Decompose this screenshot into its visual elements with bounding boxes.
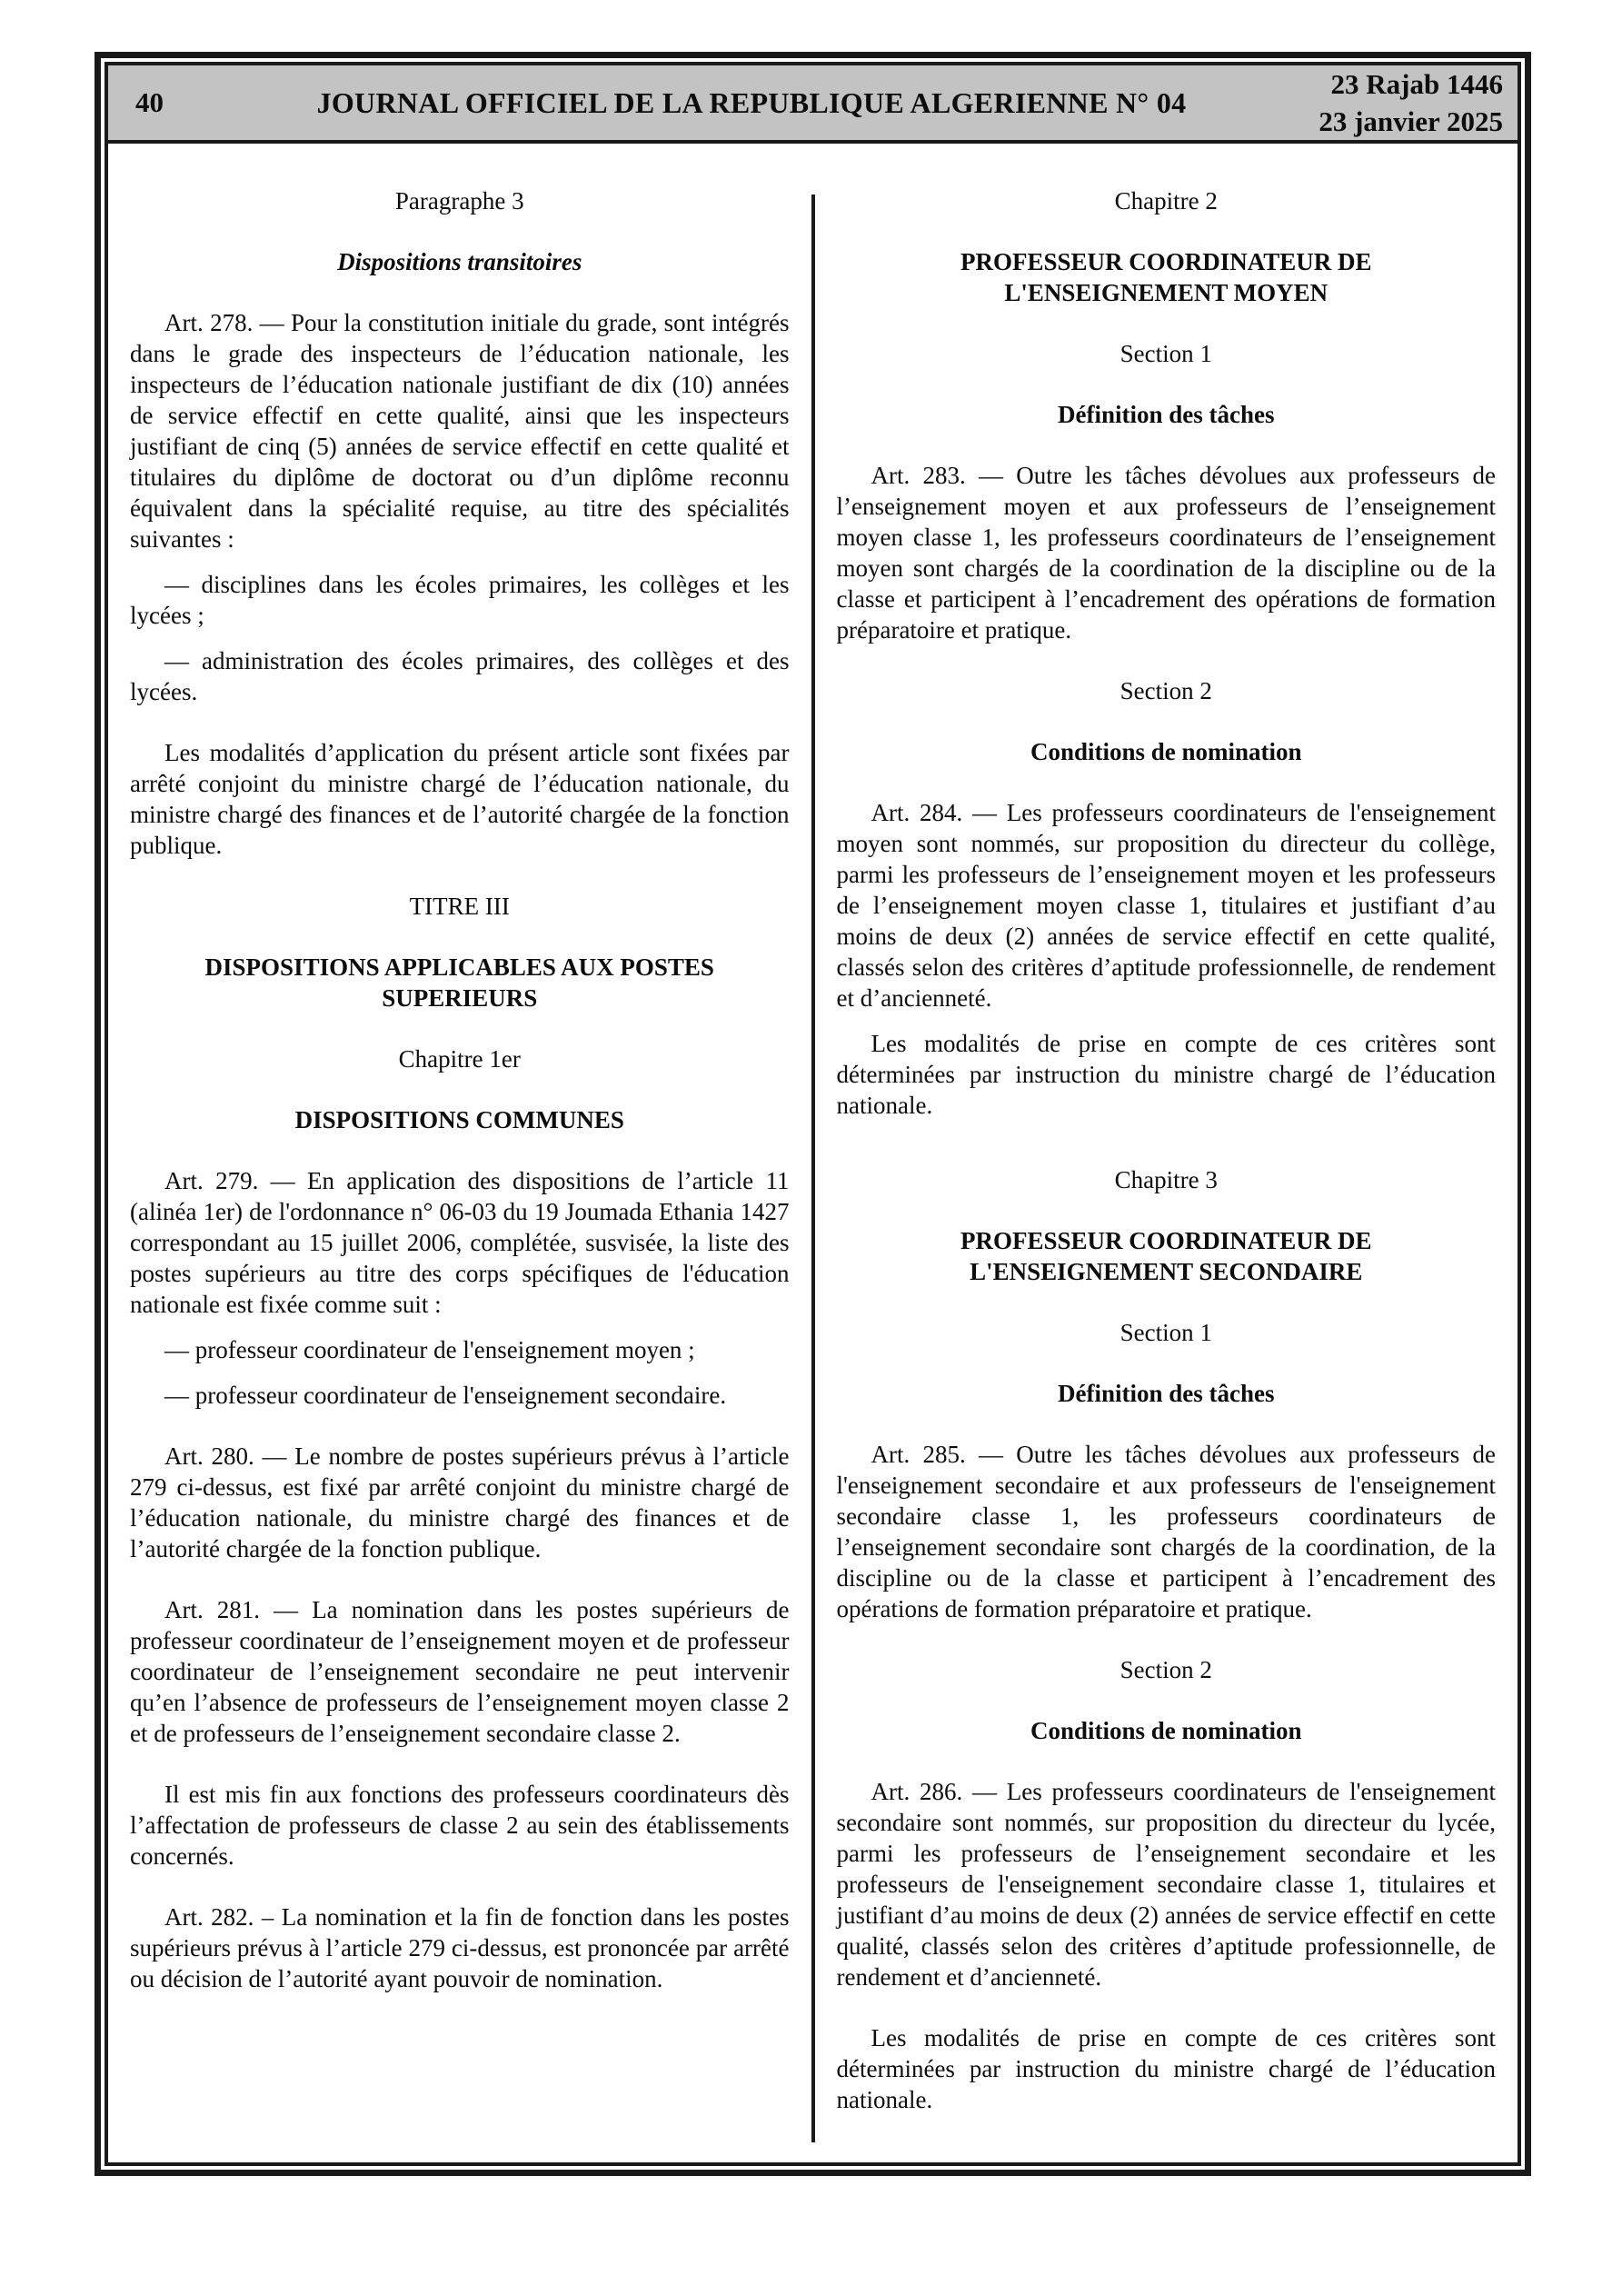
heading-chapitre-1er: Chapitre 1er xyxy=(398,1045,521,1073)
heading-definition-taches-secondaire: Définition des tâches xyxy=(1058,1380,1275,1407)
article-280: Art. 280. — Le nombre de postes supérieurs prévus à l’article 279 ci-dessus, est fixé par arrêté conjoint du ministre chargé de l’éducation nationale, du ministre chargé des finances et de l’autorité chargée de la fonction publique. xyxy=(130,1442,790,1562)
heading-section-2-secondaire: Section 2 xyxy=(1119,1656,1212,1683)
article-279: Art. 279. — En application des dispositions de l’article 11 (alinéa 1er) de l'ordonnance n° 06-03 du 19 Joumada Ethania 1427 correspondant au 15 juillet 2006, complétée, susvisée, la liste des postes supérieurs au titre des corps spécifiques de l'éducation nationale est fixée comme suit : xyxy=(130,1167,790,1318)
paragraph-modalites-art278: Les modalités d’application du présent article sont fixées par arrêté conjoint du ministre chargé de l’éducation nationale, du ministre chargé des finances et de l’autorité chargée de la fonction publique. xyxy=(130,739,790,859)
page-body xyxy=(108,144,1518,2162)
date-gregorian: 23 janvier 2025 xyxy=(1318,105,1503,137)
list-item-prof-secondaire: — professeur coordinateur de l'enseignement secondaire. xyxy=(164,1382,727,1409)
article-282: Art. 282. – La nomination et la fin de fonction dans les postes supérieurs prévus à l’article 279 ci-dessus, est prononcée par arrêté ou décision de l’autorité ayant pouvoir de nomination. xyxy=(130,1903,790,1992)
heading-chapitre-3: Chapitre 3 xyxy=(1114,1166,1218,1193)
heading-conditions-nomination-moyen: Conditions de nomination xyxy=(1030,738,1302,765)
article-283: Art. 283. — Outre les tâches dévolues aux professeurs de l’enseignement moyen et aux professeurs de l’enseignement moyen classe 1, les professeurs coordinateurs de l’enseignement moyen sont chargés de la coordination de la discipline ou de la classe et participent à l’encadrement des opérations de formation préparatoire et pratique. xyxy=(836,462,1496,644)
paragraph-modalites-criteres-secondaire: Les modalités de prise en compte de ces critères sont déterminées par instruction du ministre chargé de l’éducation nationale. xyxy=(836,2024,1496,2113)
right-column xyxy=(815,144,1518,2162)
heading-section-1-moyen: Section 1 xyxy=(1119,340,1212,367)
date-hijri: 23 Rajab 1446 xyxy=(1330,68,1503,100)
heading-chapitre-2: Chapitre 2 xyxy=(1114,187,1218,215)
heading-line: PROFESSEUR COORDINATEUR DE xyxy=(960,248,1372,275)
heading-prof-coordinateur-moyen xyxy=(837,246,1497,308)
heading-line: PROFESSEUR COORDINATEUR DE xyxy=(960,1227,1372,1254)
paragraph-modalites-criteres-moyen: Les modalités de prise en compte de ces critères sont déterminées par instruction du ministre chargé de l’éducation nationale. xyxy=(836,1030,1496,1119)
heading-prof-coordinateur-secondaire xyxy=(837,1225,1497,1287)
heading-section-2-moyen: Section 2 xyxy=(1119,677,1212,704)
heading-definition-taches-moyen: Définition des tâches xyxy=(1058,401,1275,428)
heading-dispositions-communes: DISPOSITIONS COMMUNES xyxy=(294,1106,624,1133)
list-item-disciplines: — disciplines dans les écoles primaires, les collèges et les lycées ; xyxy=(130,571,790,629)
article-284: Art. 284. — Les professeurs coordinateurs de l'enseignement moyen sont nommés, sur proposition du directeur du collège, parmi les professeurs de l’enseignement moyen et les professeurs de l’enseignement moyen classe 1, titulaires et justifiant d’au moins de deux (2) années de service effectif en cette qualité, classés selon des critères d’aptitude professionnelle, de rendement et d’ancienneté. xyxy=(836,799,1496,1012)
article-281: Art. 281. — La nomination dans les postes supérieurs de professeur coordinateur de l’enseignement moyen et de professeur coordinateur de l’enseignement secondaire ne peut intervenir qu’en l’absence de professeurs de l’enseignement moyen classe 2 et de professeurs de l’enseignement secondaire classe 2. xyxy=(130,1596,790,1747)
heading-line: L'ENSEIGNEMENT MOYEN xyxy=(1004,279,1328,306)
paragraph-fin-fonctions: Il est mis fin aux fonctions des professeurs coordinateurs dès l’affectation de professeurs de classe 2 au sein des établissements concernés. xyxy=(130,1781,790,1870)
masthead xyxy=(108,65,1518,144)
page-frame-inner xyxy=(104,62,1521,2166)
list-item-administration: — administration des écoles primaires, des collèges et des lycées. xyxy=(130,647,790,705)
page-number: 40 xyxy=(135,86,164,118)
list-item-prof-moyen: — professeur coordinateur de l'enseignement moyen ; xyxy=(164,1336,695,1363)
left-column xyxy=(108,144,811,2162)
issue-dates xyxy=(1259,65,1518,140)
heading-dispositions-applicables xyxy=(130,952,790,1013)
heading-line: L'ENSEIGNEMENT SECONDAIRE xyxy=(970,1258,1363,1285)
journal-title: JOURNAL OFFICIEL DE LA REPUBLIQUE ALGERIENNE N° 04 xyxy=(316,85,1187,119)
article-285: Art. 285. — Outre les tâches dévolues aux professeurs de l'enseignement secondaire et aux professeurs de l'enseignement secondaire classe 1, les professeurs coordinateurs de l’enseignement secondaire sont chargés de la coordination, de la discipline ou de la classe et participent à l’encadrement des opérations de formation préparatoire et pratique. xyxy=(836,1441,1496,1622)
heading-line: SUPERIEURS xyxy=(382,984,538,1012)
heading-conditions-nomination-secondaire: Conditions de nomination xyxy=(1030,1717,1302,1744)
article-286: Art. 286. — Les professeurs coordinateurs de l'enseignement secondaire sont nommés, sur proposition du directeur du lycée, parmi les professeurs de l’enseignement secondaire et les professeurs de l'enseignement secondaire classe 1, titulaires et justifiant d’au moins de deux (2) années de service effectif en cette qualité, classés selon des critères d’aptitude professionnelle, de rendement et d’ancienneté. xyxy=(836,1778,1496,1991)
article-278: Art. 278. — Pour la constitution initiale du grade, sont intégrés dans le grade des inspecteurs de l’éducation nationale, les inspecteurs de l’éducation nationale justifiant de dix (10) années de service effectif en cette qualité, ainsi que les inspecteurs justifiant de cinq (5) années de service effectif en cette qualité et titulaires du diplôme de doctorat ou d’un diplôme reconnu équivalent dans la spécialité requise, au titre des spécialités suivantes : xyxy=(130,309,790,553)
heading-dispositions-transitoires: Dispositions transitoires xyxy=(337,248,582,275)
heading-section-1-secondaire: Section 1 xyxy=(1119,1319,1212,1346)
heading-line: DISPOSITIONS APPLICABLES AUX POSTES xyxy=(204,953,714,981)
heading-titre-iii: TITRE III xyxy=(409,893,510,920)
page-frame xyxy=(95,52,1531,2176)
heading-paragraphe-3: Paragraphe 3 xyxy=(394,187,524,215)
